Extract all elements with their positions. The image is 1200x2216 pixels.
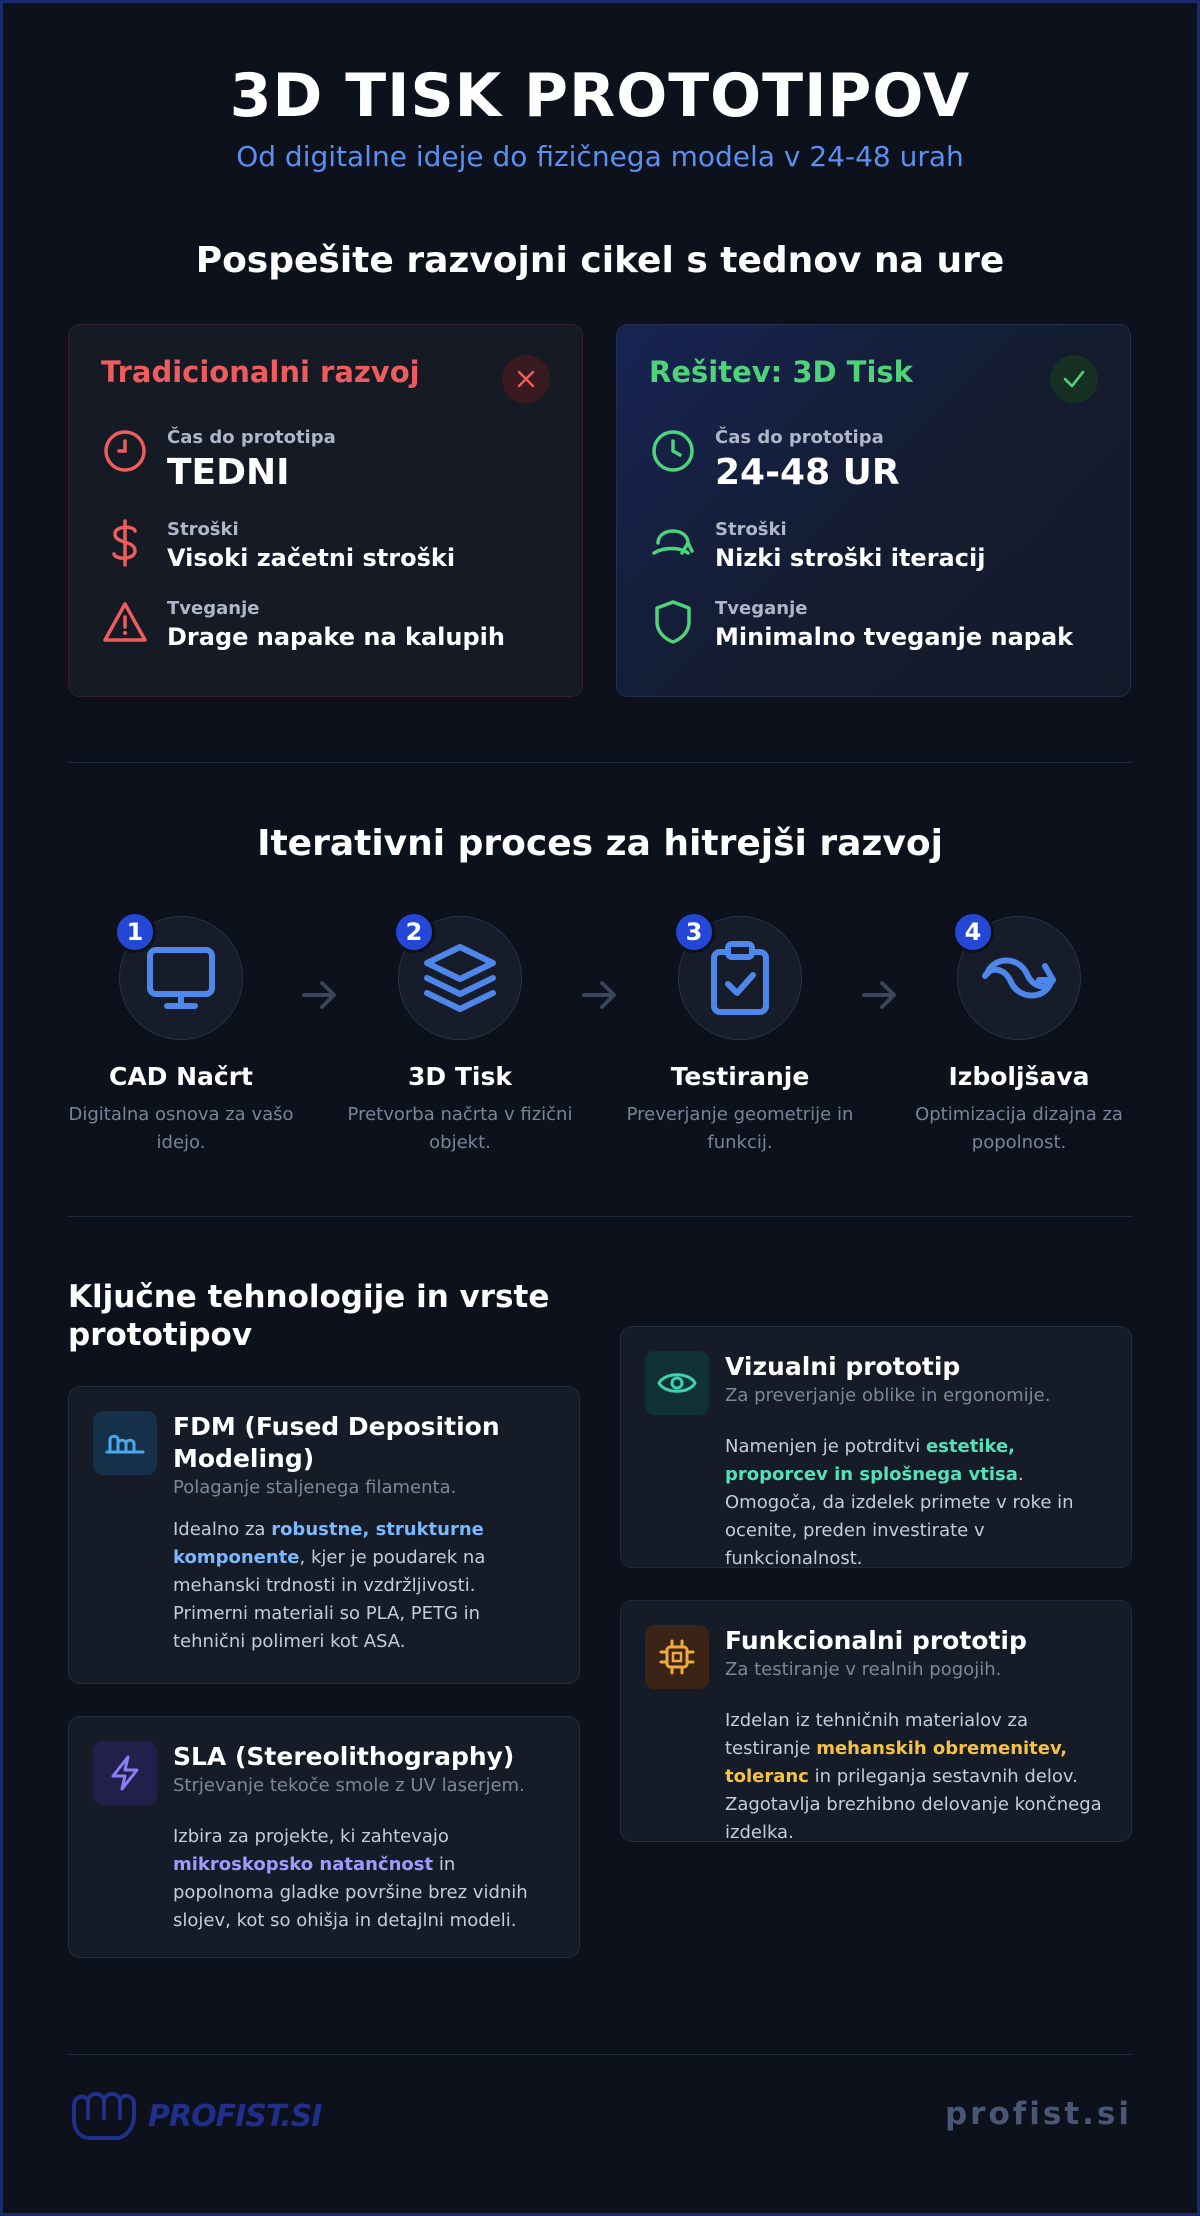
cpu-chip-icon [645,1625,709,1689]
body-text: Idealno za [173,1519,272,1540]
traditional-card [68,324,583,697]
step-number: 4 [952,911,994,953]
visual-prototype-card [620,1326,1132,1568]
body-highlight: robustne, strukturne komponente [173,1519,484,1568]
arrow-right-icon [860,975,900,1019]
step-improve [899,916,1139,1157]
logo-text: PROFIST.SI [148,2098,322,2134]
step-title: 3D Tisk [408,1062,512,1091]
row-label: Stroški [167,519,239,540]
tech-subtitle: Polaganje staljenega filamenta. [173,1477,457,1498]
body-text: . Omogoča, da izdelek primete v roke in ocenite, preden investirate v funkcionalnost. [725,1464,1074,1569]
monitor-icon [145,945,217,1011]
divider [68,1216,1132,1217]
check-icon [1050,355,1098,403]
body-text: in popolnoma gladke površine brez vidnih slojev, kot so ohišja in detajlni modeli. [173,1854,528,1931]
solution-row-cost [649,519,1098,572]
arrow-right-icon [580,975,620,1019]
arrow-right-icon [300,975,340,1019]
row-value: 24-48 UR [715,452,900,493]
step-print [340,916,580,1157]
tech-title: SLA (Stereolithography) [173,1742,515,1771]
step-circle [678,916,802,1040]
tech-body [173,1823,555,1935]
row-label: Tveganje [167,598,260,619]
body-text: , kjer je poudarek na mehanski trdnosti in vzdržljivosti. Primerni materiali so PLA, PETG in tehnični polimeri kot ASA. [173,1547,486,1652]
fdm-nozzle-icon [93,1411,157,1475]
close-icon [502,355,550,403]
page-title: 3D TISK PROTOTIPOV [229,61,971,131]
traditional-row-risk [101,598,550,651]
comparison-heading: Pospešite razvojni cikel s tednov na ure [195,240,1005,281]
step-number: 3 [673,911,715,953]
step-circle [119,916,243,1040]
layers-icon [422,942,498,1014]
site-url-link[interactable]: profist.si [944,2096,1132,2132]
clock-icon [649,427,697,475]
warning-icon [101,598,149,646]
clock-icon [101,427,149,475]
dollar-icon [101,519,149,567]
technologies-heading: Ključne tehnologije in vrste prototipov [68,1279,550,1353]
step-desc: Digitalna osnova za vašo idejo. [68,1104,294,1153]
step-title: Izboljšava [948,1062,1090,1091]
step-cad [61,916,301,1157]
lightning-icon [93,1741,157,1805]
step-title: CAD Načrt [108,1062,254,1091]
step-number: 1 [114,911,156,953]
step-title: Testiranje [670,1062,810,1091]
body-text: in prileganja sestavnih delov. Zagotavlja brezhibno delovanje končnega izdelka. [725,1766,1102,1843]
step-testing [620,916,860,1157]
traditional-title: Tradicionalni razvoj [101,355,420,389]
row-value: TEDNI [167,452,290,493]
tech-title: Funkcionalni prototip [725,1626,1027,1655]
refresh-icon [649,519,697,567]
shield-icon [649,598,697,646]
body-highlight: mehanskih obremenitev, toleranc [725,1738,1068,1787]
step-circle [398,916,522,1040]
traditional-row-time [101,427,550,493]
divider [68,2054,1132,2055]
tech-subtitle: Za preverjanje oblike in ergonomije. [725,1385,1051,1406]
tech-body [173,1516,555,1656]
body-text: Namenjen je potrditvi [725,1436,926,1457]
row-label: Stroški [715,519,787,540]
tech-subtitle: Za testiranje v realnih pogojih. [725,1659,1002,1680]
tech-title: FDM (Fused Deposition Modeling) [173,1412,500,1473]
header [0,60,1200,173]
row-value: Drage napake na kalupih [167,623,505,651]
row-value: Visoki začetni stroški [167,544,456,572]
page-subtitle: Od digitalne ideje do fizičnega modela v 24-48 urah [236,140,964,173]
fist-logo-icon [68,2086,148,2146]
divider [68,762,1132,763]
body-text: Izbira za projekte, ki zahtevajo [173,1826,449,1847]
body-highlight: estetike, proporcev in splošnega vtisa [725,1436,1018,1485]
tech-subtitle: Strjevanje tekoče smole z UV laserjem. [173,1775,525,1796]
solution-title: Rešitev: 3D Tisk [649,355,913,389]
step-circle [957,916,1081,1040]
tech-title: Vizualni prototip [725,1352,961,1381]
row-label: Čas do prototipa [167,427,336,448]
row-label: Tveganje [715,598,808,619]
row-label: Čas do prototipa [715,427,884,448]
solution-row-risk [649,598,1098,651]
infinity-refresh-icon [979,948,1059,1008]
solution-card [616,324,1131,697]
row-value: Nizki stroški iteracij [715,544,986,572]
sla-card [68,1716,580,1958]
fdm-card [68,1386,580,1684]
traditional-row-cost [101,519,550,572]
step-number: 2 [393,911,435,953]
tech-body [725,1433,1107,1573]
body-text: Izdelan iz tehničnih materialov za testiranje [725,1710,1028,1759]
solution-row-time [649,427,1098,493]
functional-prototype-card [620,1600,1132,1842]
step-desc: Optimizacija dizajna za popolnost. [915,1104,1123,1153]
clipboard-check-icon [709,940,771,1016]
tech-body [725,1707,1107,1847]
step-desc: Pretvorba načrta v fizični objekt. [347,1104,573,1153]
body-highlight: mikroskopsko natančnost [173,1854,434,1875]
eye-icon [645,1351,709,1415]
row-value: Minimalno tveganje napak [715,623,1074,651]
process-heading: Iterativni proces za hitrejši razvoj [257,823,943,864]
brand-logo[interactable] [68,2086,321,2146]
step-desc: Preverjanje geometrije in funkcij. [626,1104,854,1153]
